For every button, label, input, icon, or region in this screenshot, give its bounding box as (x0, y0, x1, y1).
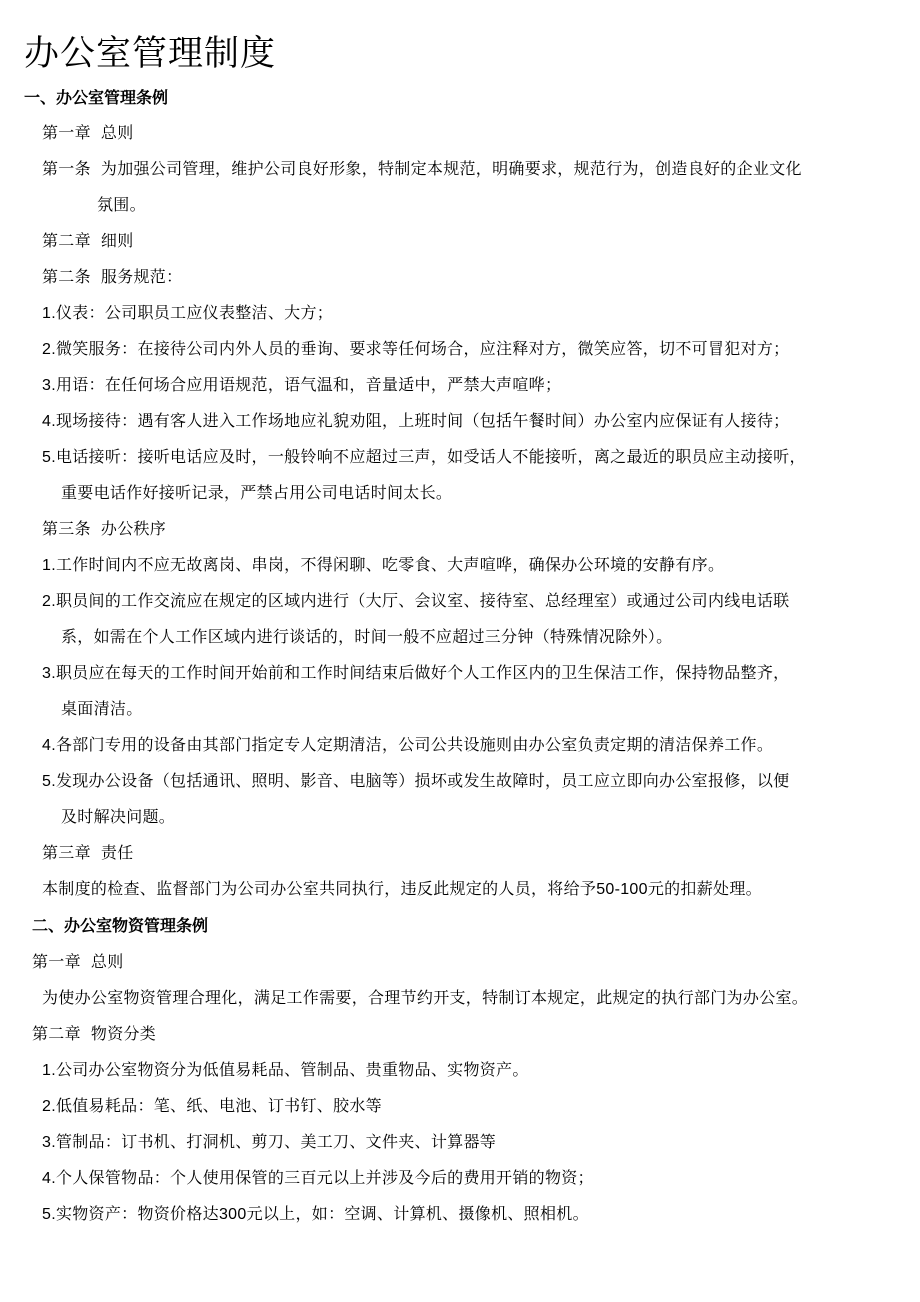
article-3 (42, 518, 166, 540)
list-item-continuation: 及时解决问题。 (61, 807, 176, 826)
list-item (42, 410, 789, 433)
list-item-text: 低值易耗品：笔、纸、电池、订书钉、胶水等 (55, 1096, 382, 1115)
list-item-text: 发现办公设备（包括通讯、照明、影音、电脑等）损坏或发生故障时，员工应立即向办公室报修，以便 (55, 771, 790, 790)
chapter-heading (42, 842, 134, 864)
price-amount: 300 (218, 1206, 247, 1223)
list-item-text: 微笑服务：在接待公司内外人员的垂询、要求等任何场合，应注释对方，微笑应答，切不可冒犯对方； (55, 339, 790, 358)
list-item-number: 5. (42, 773, 56, 790)
chapter-name: 总则 (90, 952, 124, 971)
chapter-heading (42, 122, 134, 144)
list-item-text: 管制品：订书机、打洞机、剪刀、美工刀、文件夹、计算器等 (55, 1132, 497, 1151)
list-item-number: 4. (42, 737, 56, 754)
list-item (42, 1059, 529, 1082)
list-item (42, 446, 806, 469)
list-item-text-start: 实物资产：物资价格达 (55, 1204, 219, 1223)
article-1-continuation: 氛围。 (97, 195, 146, 214)
list-item-continuation: 系，如需在个人工作区域内进行谈话的，时间一般不应超过三分钟（特殊情况除外）。 (61, 627, 673, 646)
list-item (42, 302, 333, 325)
article-label: 第二条 (42, 267, 91, 286)
list-item-text: 仪表：公司职员工应仪表整洁、大方； (55, 303, 334, 322)
chapter-name: 细则 (100, 231, 134, 250)
list-item (42, 590, 789, 613)
list-item-number: 1. (42, 305, 56, 322)
chapter-heading (32, 951, 124, 973)
chapter-name: 总则 (100, 123, 134, 142)
list-item (42, 1203, 589, 1226)
article-1 (42, 158, 802, 180)
article-name: 服务规范： (100, 267, 183, 286)
list-item-number: 3. (42, 1134, 56, 1151)
article-text: 为加强公司管理，维护公司良好形象，特制定本规范，明确要求，规范行为，创造良好的企业文化 (100, 159, 802, 178)
article-2 (42, 266, 182, 288)
chapter-label: 第三章 (42, 843, 91, 862)
article-name: 办公秩序 (100, 519, 167, 538)
list-item-number: 4. (42, 1170, 56, 1187)
list-item-number: 2. (42, 593, 56, 610)
chapter-label: 第一章 (42, 123, 91, 142)
page-title: 办公室管理制度 (24, 34, 277, 74)
list-item-text: 公司办公室物资分为低值易耗品、管制品、贵重物品、实物资产。 (55, 1060, 529, 1079)
section-heading-2: 二、办公室物资管理条例 (32, 916, 209, 935)
list-item-text: 用语：在任何场合应用语规范，语气温和，音量适中，严禁大声喧哗； (55, 375, 562, 394)
penalty-text-start: 本制度的检查、监督部门为公司办公室共同执行，违反此规定的人员，将给予 (42, 879, 597, 898)
chapter-heading (42, 230, 134, 252)
list-item-text: 各部门专用的设备由其部门指定专人定期清洁，公司公共设施则由办公室负责定期的清洁保养工作。 (55, 735, 774, 754)
list-item-text: 个人保管物品：个人使用保管的三百元以上并涉及今后的费用开销的物资； (55, 1168, 594, 1187)
list-item-number: 3. (42, 377, 56, 394)
list-item-number: 2. (42, 1098, 56, 1115)
penalty-text-end: 元的扣薪处理。 (647, 879, 762, 898)
list-item (42, 734, 773, 757)
list-item (42, 662, 789, 685)
list-item-number: 5. (42, 1206, 56, 1223)
list-item-number: 1. (42, 557, 56, 574)
list-item-text: 职员应在每天的工作时间开始前和工作时间结束后做好个人工作区内的卫生保洁工作，保持物品整齐， (55, 663, 790, 682)
list-item (42, 1131, 496, 1154)
chapter-label: 第二章 (32, 1024, 81, 1043)
list-item-number: 3. (42, 665, 56, 682)
penalty-amount: 50-100 (596, 881, 648, 898)
list-item (42, 338, 789, 361)
list-item-continuation: 重要电话作好接听记录，严禁占用公司电话时间太长。 (61, 483, 453, 502)
list-item-text-end: 元以上，如：空调、计算机、摄像机、照相机。 (246, 1204, 589, 1223)
chapter-heading (32, 1023, 156, 1045)
list-item (42, 1095, 382, 1118)
list-item-number: 1. (42, 1062, 56, 1079)
chapter-label: 第二章 (42, 231, 91, 250)
list-item-text: 职员间的工作交流应在规定的区域内进行（大厅、会议室、接待室、总经理室）或通过公司内线电话联 (55, 591, 790, 610)
list-item-number: 4. (42, 413, 56, 430)
list-item-text: 电话接听：接听电话应及时，一般铃响不应超过三声，如受话人不能接听，离之最近的职员应主动接听， (55, 447, 806, 466)
list-item (42, 554, 724, 577)
chapter-name: 物资分类 (90, 1024, 157, 1043)
chapter-name: 责任 (100, 843, 134, 862)
list-item-number: 2. (42, 341, 56, 358)
penalty-paragraph (42, 878, 762, 901)
article-label: 第一条 (42, 159, 91, 178)
section-heading-1: 一、办公室管理条例 (24, 88, 169, 107)
article-label: 第三条 (42, 519, 91, 538)
list-item (42, 770, 789, 793)
list-item-text: 工作时间内不应无故离岗、串岗，不得闲聊、吃零食、大声喧哗，确保办公环境的安静有序。 (55, 555, 725, 574)
chapter-label: 第一章 (32, 952, 81, 971)
list-item (42, 1167, 594, 1190)
list-item-text: 现场接待：遇有客人进入工作场地应礼貌劝阻，上班时间（包括午餐时间）办公室内应保证有人接待； (55, 411, 790, 430)
paragraph: 为使办公室物资管理合理化，满足工作需要，合理节约开支，特制订本规定，此规定的执行部门为办公室。 (42, 988, 809, 1007)
list-item (42, 374, 561, 397)
list-item-continuation: 桌面清洁。 (61, 699, 143, 718)
list-item-number: 5. (42, 449, 56, 466)
